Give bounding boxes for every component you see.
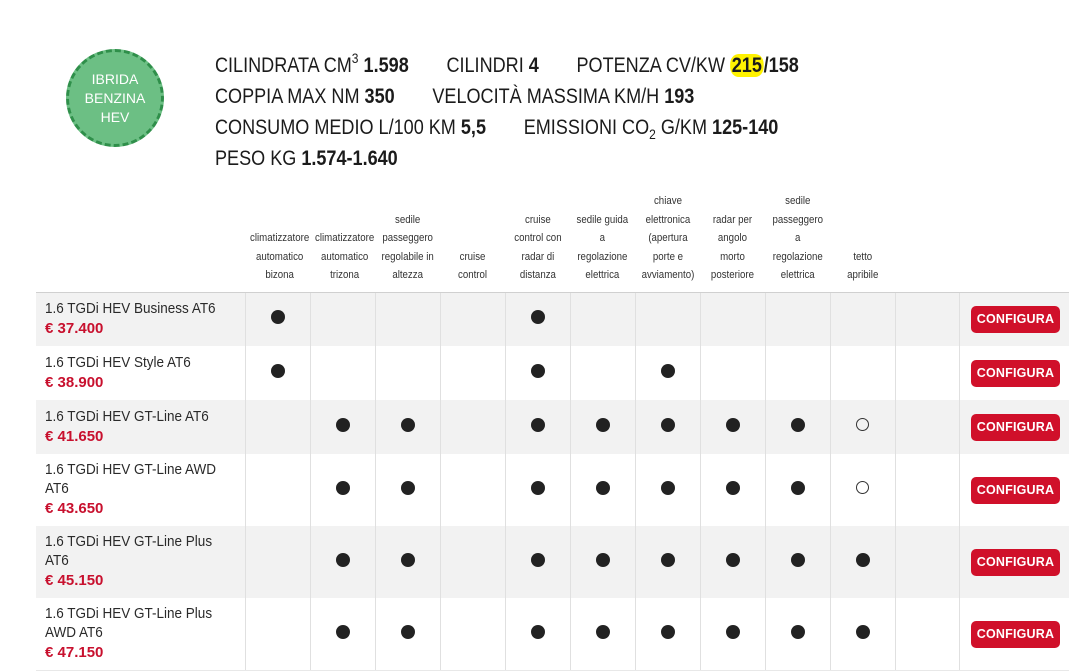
feature-cell (570, 292, 635, 346)
feature-cell (700, 400, 765, 454)
table-body (36, 292, 1069, 671)
standard-dot-icon (856, 553, 870, 567)
feature-cell (765, 454, 830, 526)
feature-header-line: chiave (653, 195, 682, 207)
table-row (36, 346, 1069, 400)
table-row (36, 526, 1069, 598)
table-row (36, 400, 1069, 454)
feature-cell (310, 454, 375, 526)
feature-header-line: cruise (524, 213, 551, 226)
feature-cell (245, 292, 310, 346)
badge-line-3: HEV (100, 108, 130, 125)
model-price: € 45.150 (45, 572, 104, 589)
feature-header-line: altezza (392, 269, 423, 281)
model-name: 1.6 TGDi HEV GT-Line AT6 (45, 407, 209, 425)
standard-dot-icon (726, 418, 740, 432)
feature-header-line: avviamento) (641, 269, 694, 281)
feature-cell (505, 346, 570, 400)
feature-cell (440, 526, 505, 598)
spec-top-speed: VELOCITÀ MASSIMA KM/H 193 (432, 85, 695, 108)
feature-header-line: elettronica (645, 213, 690, 226)
feature-cell (635, 526, 700, 598)
feature-cell (700, 526, 765, 598)
feature-header-line: automatico (255, 250, 304, 263)
model-price: € 41.650 (45, 427, 104, 445)
feature-cell (570, 526, 635, 598)
feature-header-line: sedile (784, 195, 811, 207)
feature-cell (830, 598, 895, 671)
table-row (36, 598, 1069, 671)
badge-line-2: BENZINA (84, 89, 146, 106)
feature-cell (635, 400, 700, 454)
feature-cell (570, 400, 635, 454)
feature-header-line: posteriore (710, 269, 755, 281)
model-price: € 37.400 (45, 319, 104, 337)
feature-cell (245, 598, 310, 671)
engine-specs (215, 50, 831, 174)
header-action (959, 190, 1069, 292)
table-header (36, 190, 1069, 292)
spec-emissions: EMISSIONI $CO_2$ G/KM 125-140 (523, 116, 779, 142)
model-name: 1.6 TGDi HEV GT-Line AWD AT6 (45, 461, 217, 497)
optional-dot-icon (856, 418, 869, 431)
standard-dot-icon (336, 625, 350, 639)
feature-cell (830, 400, 895, 454)
standard-dot-icon (856, 625, 870, 639)
feature-header-line: apribile (846, 269, 879, 281)
model-name: 1.6 TGDi HEV GT-Line Plus AWD AT6 (45, 605, 213, 641)
feature-header (310, 190, 375, 292)
standard-dot-icon (791, 418, 805, 432)
standard-dot-icon (336, 553, 350, 567)
model-name: 1.6 TGDi HEV GT-Line Plus AT6 (45, 533, 213, 569)
feature-cell (310, 598, 375, 671)
spec-torque: COPPIA MAX NM 350 (215, 85, 395, 108)
header-model (36, 190, 245, 292)
feature-cell (310, 346, 375, 400)
feature-cell (310, 400, 375, 454)
feature-cell (375, 454, 440, 526)
feature-cell (635, 346, 700, 400)
model-cell (36, 526, 245, 598)
model-price: € 47.150 (45, 644, 104, 661)
spec-line-2 (215, 81, 831, 112)
feature-cell (635, 598, 700, 671)
standard-dot-icon (596, 625, 610, 639)
feature-header (505, 190, 570, 292)
spacer-cell (895, 454, 959, 526)
standard-dot-icon (661, 364, 675, 378)
feature-cell (635, 454, 700, 526)
standard-dot-icon (726, 625, 740, 639)
feature-header-line: radar di (521, 250, 554, 263)
feature-header (635, 190, 700, 292)
feature-header-line: climatizzatore (315, 232, 375, 244)
feature-header-line: a (794, 232, 801, 244)
table-row (36, 454, 1069, 526)
feature-cell (700, 454, 765, 526)
feature-cell (375, 526, 440, 598)
feature-cell (700, 346, 765, 400)
feature-cell (245, 346, 310, 400)
feature-cell (570, 598, 635, 671)
model-cell (36, 598, 245, 671)
header-spacer (895, 190, 959, 292)
configura-button[interactable]: CONFIGURA (971, 306, 1060, 333)
model-price: € 38.900 (45, 373, 104, 391)
feature-header-line: passeggero (382, 232, 433, 244)
spacer-cell (895, 526, 959, 598)
feature-header-line: elettrica (585, 269, 620, 281)
feature-header (700, 190, 765, 292)
feature-cell (310, 526, 375, 598)
spec-line-3 (215, 112, 831, 143)
feature-header-line: trizona (330, 269, 360, 281)
feature-cell (245, 526, 310, 598)
feature-header-line: regolazione (772, 250, 823, 263)
configura-button[interactable]: CONFIGURA (971, 414, 1060, 441)
model-cell (36, 346, 245, 400)
feature-cell (635, 292, 700, 346)
power-cv-highlight: 215 (731, 54, 762, 77)
feature-cell (830, 526, 895, 598)
action-cell (959, 526, 1069, 598)
feature-header-line: bizona (265, 269, 294, 281)
standard-dot-icon (531, 553, 545, 567)
optional-dot-icon (856, 481, 869, 494)
feature-cell (440, 454, 505, 526)
spacer-cell (895, 292, 959, 346)
feature-cell (700, 292, 765, 346)
feature-header (830, 190, 895, 292)
feature-header-line: sedile guida (576, 213, 629, 226)
feature-header (245, 190, 310, 292)
feature-header-line: cruise (459, 250, 486, 263)
feature-cell (765, 292, 830, 346)
model-cell (36, 400, 245, 454)
standard-dot-icon (401, 481, 415, 495)
standard-dot-icon (271, 310, 285, 324)
standard-dot-icon (531, 310, 545, 324)
standard-dot-icon (531, 364, 545, 378)
feature-cell (570, 454, 635, 526)
feature-cell (375, 292, 440, 346)
feature-header-line: control (457, 269, 488, 281)
feature-header (375, 190, 440, 292)
feature-cell (765, 400, 830, 454)
feature-cell (245, 454, 310, 526)
feature-header-line: angolo (717, 232, 748, 244)
standard-dot-icon (401, 418, 415, 432)
standard-dot-icon (596, 481, 610, 495)
standard-dot-icon (531, 625, 545, 639)
action-cell (959, 346, 1069, 400)
feature-header (765, 190, 830, 292)
feature-cell (830, 292, 895, 346)
spec-line-4 (215, 143, 831, 174)
model-name: 1.6 TGDi HEV Business AT6 (45, 299, 216, 317)
standard-dot-icon (531, 481, 545, 495)
model-price: € 43.650 (45, 500, 104, 517)
standard-dot-icon (271, 364, 285, 378)
standard-dot-icon (336, 418, 350, 432)
standard-dot-icon (401, 553, 415, 567)
configura-button[interactable]: CONFIGURA (971, 477, 1060, 504)
action-cell (959, 598, 1069, 671)
action-cell (959, 400, 1069, 454)
spec-weight: PESO KG 1.574-1.640 (215, 147, 398, 170)
feature-cell (765, 526, 830, 598)
feature-cell (830, 346, 895, 400)
feature-header-line: control con (513, 232, 562, 244)
feature-header-line: a (599, 232, 606, 244)
feature-header-line: tetto (853, 250, 872, 263)
standard-dot-icon (596, 418, 610, 432)
spec-displacement: CILINDRATA $CM^3$ 1.598 (215, 50, 409, 77)
feature-cell (505, 598, 570, 671)
configura-button[interactable]: CONFIGURA (971, 360, 1060, 387)
feature-cell (505, 292, 570, 346)
feature-header-line: sedile (394, 213, 421, 226)
standard-dot-icon (336, 481, 350, 495)
standard-dot-icon (401, 625, 415, 639)
feature-cell (375, 598, 440, 671)
standard-dot-icon (726, 553, 740, 567)
feature-cell (830, 454, 895, 526)
feature-cell (375, 400, 440, 454)
feature-header-line: regolabile in (381, 250, 434, 263)
feature-header-line: porte e (652, 250, 683, 263)
spec-cylinders: CILINDRI 4 (446, 54, 539, 77)
model-cell (36, 454, 245, 526)
feature-header (440, 190, 505, 292)
table-row (36, 292, 1069, 346)
feature-cell (375, 346, 440, 400)
feature-cell (765, 346, 830, 400)
standard-dot-icon (791, 553, 805, 567)
spacer-cell (895, 346, 959, 400)
standard-dot-icon (791, 481, 805, 495)
feature-cell (440, 292, 505, 346)
spec-consumption: CONSUMO MEDIO L/100 KM 5,5 (215, 116, 486, 139)
feature-cell (700, 598, 765, 671)
standard-dot-icon (531, 418, 545, 432)
standard-dot-icon (661, 481, 675, 495)
feature-cell (440, 598, 505, 671)
feature-cell (570, 346, 635, 400)
feature-cell (440, 400, 505, 454)
feature-header-line: distanza (519, 269, 556, 281)
standard-dot-icon (661, 553, 675, 567)
feature-header-line: elettrica (780, 269, 815, 281)
standard-dot-icon (596, 553, 610, 567)
feature-cell (245, 400, 310, 454)
feature-cell (765, 598, 830, 671)
feature-cell (505, 400, 570, 454)
action-cell (959, 454, 1069, 526)
model-cell (36, 292, 245, 346)
feature-cell (440, 346, 505, 400)
spacer-cell (895, 400, 959, 454)
trim-comparison-table (36, 190, 1055, 671)
feature-header-line: morto (720, 250, 745, 263)
feature-header-line: climatizzatore (250, 232, 310, 244)
feature-header-line: (apertura (647, 232, 688, 244)
feature-header-line: regolazione (577, 250, 628, 263)
feature-header-line: radar per (712, 213, 753, 226)
feature-cell (310, 292, 375, 346)
feature-header (570, 190, 635, 292)
standard-dot-icon (726, 481, 740, 495)
configura-button[interactable]: CONFIGURA (971, 621, 1060, 648)
spec-power: POTENZA CV/KW 215/158 (576, 54, 799, 77)
spec-line-1 (215, 50, 831, 81)
action-cell (959, 292, 1069, 346)
spacer-cell (895, 598, 959, 671)
feature-header-line: automatico (320, 250, 369, 263)
badge-line-1: IBRIDA (91, 70, 139, 87)
feature-cell (505, 454, 570, 526)
standard-dot-icon (661, 625, 675, 639)
feature-cell (505, 526, 570, 598)
standard-dot-icon (791, 625, 805, 639)
model-name: 1.6 TGDi HEV Style AT6 (45, 353, 191, 371)
standard-dot-icon (661, 418, 675, 432)
feature-header-line: passeggero (772, 213, 823, 226)
configura-button[interactable]: CONFIGURA (971, 549, 1060, 576)
hybrid-badge (66, 49, 164, 147)
